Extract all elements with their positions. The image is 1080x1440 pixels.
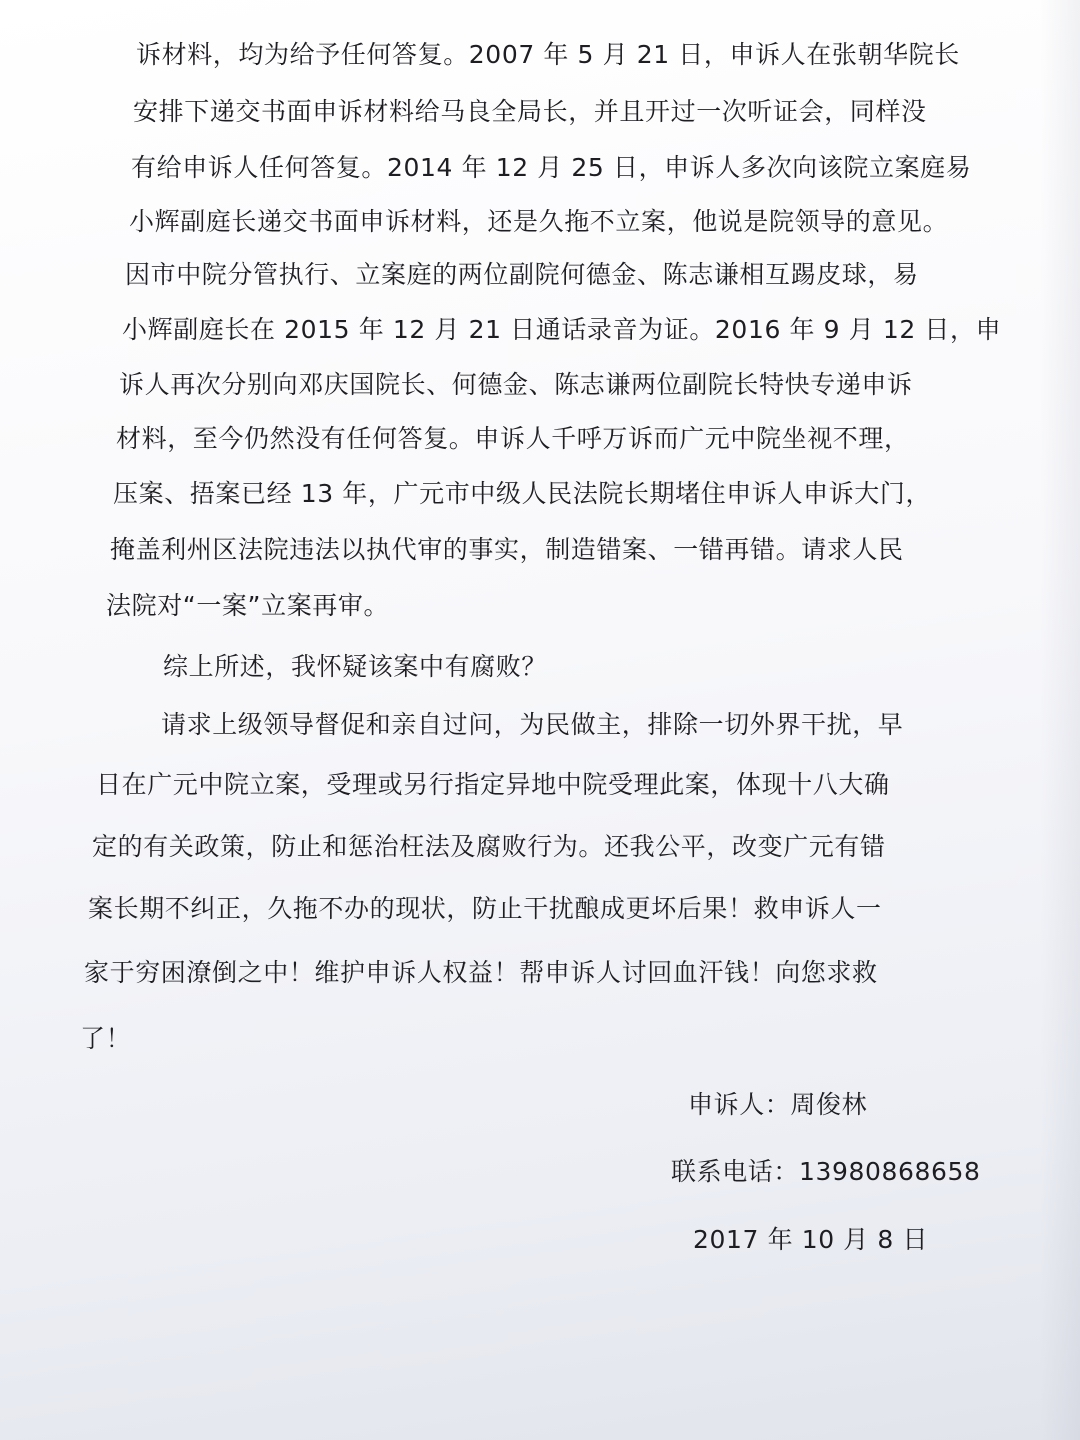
text-line: 安排下递交书面申诉材料给马良全局长，并且开过一次听证会，同样没: [133, 97, 927, 126]
signature-date: 2017 年 10 月 8 日: [693, 1225, 929, 1254]
text-line: 材料，至今仍然没有任何答复。申诉人千呼万诉而广元中院坐视不理，: [116, 424, 910, 453]
text-line: 有给申诉人任何答复。2014 年 12 月 25 日，申诉人多次向该院立案庭易: [131, 153, 972, 182]
text-line: 因市中院分管执行、立案庭的两位副院何德金、陈志谦相互踢皮球，易: [125, 260, 919, 289]
text-line: 了！: [80, 1024, 132, 1053]
page-shadow: [1040, 0, 1080, 1440]
text-line: 压案、捂案已经 13 年，广元市中级人民法院长期堵住申诉人申诉大门，: [113, 479, 932, 508]
text-line: 定的有关政策，防止和惩治枉法及腐败行为。还我公平，改变广元有错: [92, 832, 886, 861]
text-line: 小辉副庭长递交书面申诉材料，还是久拖不立案，他说是院领导的意见。: [129, 207, 949, 236]
text-line: 诉人再次分别向邓庆国院长、何德金、陈志谦两位副院长特快专递申诉: [119, 370, 913, 399]
text-line: 小辉副庭长在 2015 年 12 月 21 日通话录音为证。2016 年 9 月 12 日，申: [122, 315, 1002, 344]
appellant-name: 申诉人：周俊林: [688, 1090, 868, 1119]
contact-phone: 联系电话：13980868658: [671, 1157, 981, 1186]
text-line: 日在广元中院立案，受理或另行指定异地中院受理此案，体现十八大确: [96, 770, 890, 799]
text-line: 诉材料，均为给予任何答复。2007 年 5 月 21 日，申诉人在张朝华院长: [136, 40, 960, 69]
text-line: 请求上级领导督促和亲自过问，为民做主，排除一切外界干扰，早: [161, 710, 904, 739]
text-line: 家于穷困潦倒之中！维护申诉人权益！帮申诉人讨回血汗钱！向您求救: [84, 958, 878, 987]
text-line: 掩盖利州区法院违法以执代审的事实，制造错案、一错再错。请求人民: [110, 535, 904, 564]
text-line: 法院对“一案”立案再审。: [106, 591, 390, 620]
text-line: 案长期不纠正，久拖不办的现状，防止干扰酿成更坏后果！救申诉人一: [88, 894, 882, 923]
summary-line: 综上所述，我怀疑该案中有腐败？: [163, 652, 548, 681]
